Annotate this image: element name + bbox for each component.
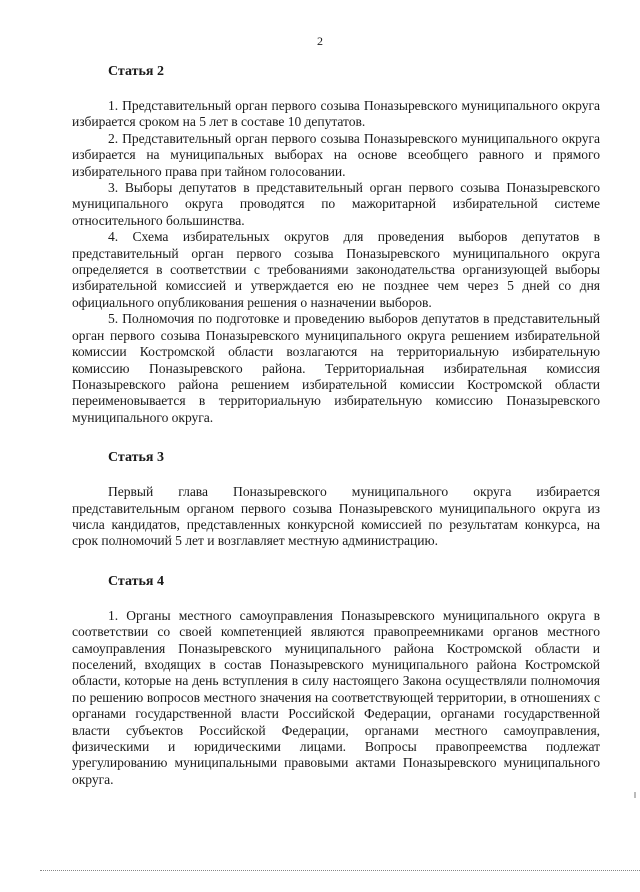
scan-edge-line [40, 870, 640, 871]
paragraph: 3. Выборы депутатов в представительный орган первого созыва Поназыревского муниципального округа проводятся по мажоритарной избирательной системе относительного большинства. [72, 180, 600, 228]
section-heading: Статья 2 [108, 64, 164, 79]
page-number: 2 [317, 34, 323, 48]
paragraph: 5. Полномочия по подготовке и проведению выборов депутатов в представительный орган первого созыва Поназыревского муниципального округа решением избирательной комиссии Костромской области возлагаются на территориальную избирательную комиссию Поназыревского района. Территориальная избирательная комиссия Поназыревского района решением избирательной комиссии Костромской области переименовывается в территориальную избирательную комиссию Поназыревского муниципального округа. [72, 311, 600, 425]
paragraph: 1. Органы местного самоуправления Поназыревского муниципального округа в соответствии со своей компетенцией являются правопреемниками органов местного самоуправления Поназыревского муниципального района Костромской области и поселений, входящих в состав Поназыревского муниципального района Костромской области, которые на день вступления в силу настоящего Закона осуществляли полномочия по решению вопросов местного значения на соответствующей территории, в отношениях с органами государственной власти Российской Федерации, органами государственной власти субъектов Российской Федерации, органами местного самоуправления, физическими и юридическими лицами. Вопросы правопреемства подлежат урегулированию муниципальными правовыми актами Поназыревского муниципального округа. [72, 607, 600, 787]
paragraph: Первый глава Поназыревского муниципального округа избирается представительным органом первого созыва Поназыревского муниципального округа из числа кандидатов, представленных конкурсной комиссией по результатам конкурса, на срок полномочий 5 лет и возглавляет местную администрацию. [72, 484, 600, 549]
scan-artifact [634, 792, 636, 798]
section-heading: Статья 3 [108, 450, 164, 466]
paragraph: 1. Представительный орган первого созыва Поназыревского муниципального округа избирается сроком на 5 лет в составе 10 депутатов. [72, 98, 600, 130]
paragraph: 2. Представительный орган первого созыва Поназыревского муниципального округа избирается на муниципальных выборах на основе всеобщего равного и прямого избирательного права при тайном голосовании. [72, 130, 600, 179]
document-body [72, 64, 600, 788]
section-article-3 [72, 450, 600, 550]
paragraph: 4. Схема избирательных округов для проведения выборов депутатов в представительный орган первого созыва Поназыревского муниципального округа определяется в соответствии с требованиями законодательства организующей выборы избирательной комиссией и утверждается ею не позднее чем через 5 дней со дня официального опубликования решения о назначении выборов. [72, 229, 600, 310]
section-article-4 [72, 574, 600, 788]
section-article-2 [72, 64, 600, 426]
section-heading: Статья 4 [108, 573, 164, 589]
